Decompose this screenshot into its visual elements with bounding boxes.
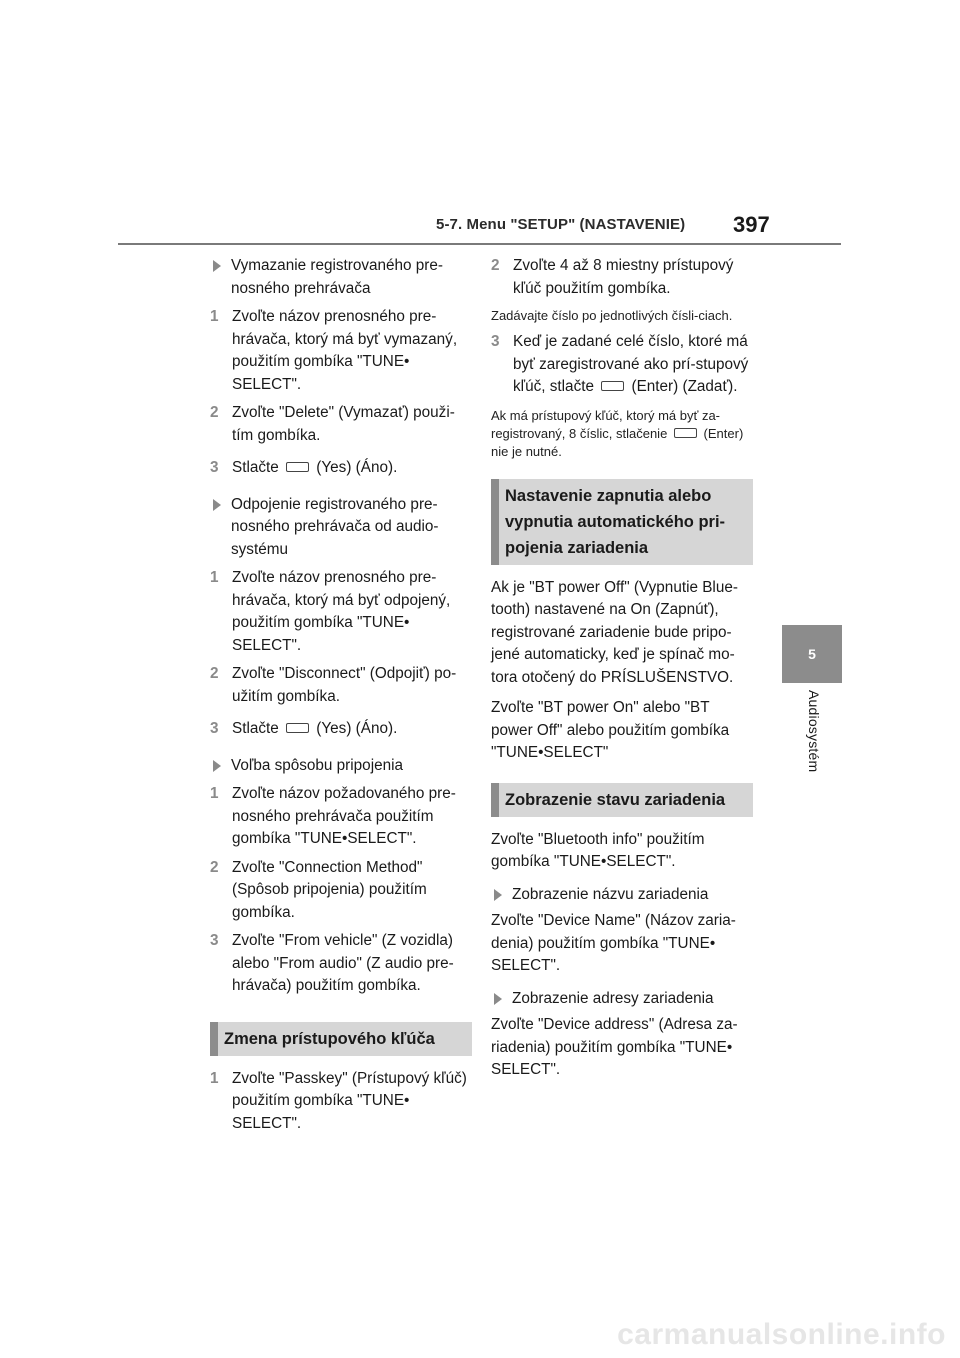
step-3: 3 Zvoľte "From vehicle" (Z vozidla) alebo "From audio" (Z audio pre-hrávača) použitím gombíka. (210, 932, 454, 994)
triangle-bullet-icon (494, 993, 502, 1005)
triangle-bullet-icon (494, 889, 502, 901)
section-heading-passkey: Zmena prístupového kľúča (210, 1022, 472, 1056)
paragraph: Zvoľte "Device address" (Adresa za-riadenia) použitím gombíka "TUNE• SELECT". (491, 1016, 738, 1078)
bullet-disconnect-device: Odpojenie registrovaného pre-nosného prehrávača od audio-systému (210, 494, 472, 562)
triangle-bullet-icon (213, 760, 221, 772)
bullet-device-name: Zobrazenie názvu zariadenia (491, 884, 753, 907)
step-2: 2 Zvoľte "Disconnect" (Odpojiť) po-užitím gombíka. (210, 665, 457, 705)
watermark: carmanualsonline.info (617, 1318, 946, 1351)
chapter-tab: 5 (782, 625, 842, 683)
chapter-label: Audiosystém (806, 690, 822, 773)
step-1: 1 Zvoľte "Passkey" (Prístupový kľúč) použitím gombíka "TUNE• SELECT". (210, 1069, 467, 1132)
note: Zadávajte číslo po jednotlivých čísli-ciach. (491, 308, 733, 323)
step-2: 2 Zvoľte "Delete" (Vymazať) použi-tím gombíka. (210, 404, 455, 444)
step-2: 2 Zvoľte 4 až 8 miestny prístupový kľúč použitím gombíka. (491, 257, 734, 297)
right-column (491, 255, 753, 1082)
button-icon (674, 428, 697, 438)
button-icon (601, 381, 624, 391)
note: Ak má prístupový kľúč, ktorý má byť za-registrovaný, 8 číslic, stlačenie (Enter) nie je nutné. (491, 407, 744, 459)
paragraph: Zvoľte "Device Name" (Názov zaria-denia) použitím gombíka "TUNE• SELECT". (491, 912, 736, 974)
paragraph: Zvoľte "BT power On" alebo "BT power Off" alebo použitím gombíka "TUNE•SELECT" (491, 699, 730, 761)
step-3: 3 Stlačte (Yes) (Áno). (210, 720, 398, 737)
step-1: 1 Zvoľte názov požadovaného pre-nosného prehrávača použitím gombíka "TUNE•SELECT". (210, 785, 456, 847)
step-2: 2 Zvoľte "Connection Method" (Spôsob pripojenia) použitím gombíka. (210, 858, 427, 921)
triangle-bullet-icon (213, 260, 221, 272)
header-rule (118, 243, 841, 245)
step-1: 1 Zvoľte názov prenosného pre-hrávača, ktorý má byť vymazaný, použitím gombíka "TUNE• SELECT". (210, 308, 458, 393)
step-1: 1 Zvoľte názov prenosného pre-hrávača, ktorý má byť odpojený, použitím gombíka "TUNE• SELECT". (210, 569, 451, 654)
page-header-title: 5-7. Menu "SETUP" (NASTAVENIE) (436, 216, 686, 233)
step-3: 3 Stlačte (Yes) (Áno). (210, 459, 398, 476)
page-number: 397 (733, 212, 770, 237)
section-heading-auto-connect: Nastavenie zapnutia alebo vypnutia automatického pri-pojenia zariadenia (491, 479, 753, 565)
triangle-bullet-icon (213, 499, 221, 511)
paragraph: Zvoľte "Bluetooth info" použitím gombíka "TUNE•SELECT". (491, 830, 705, 870)
bullet-connection-method: Voľba spôsobu pripojenia (210, 755, 472, 778)
bullet-device-address: Zobrazenie adresy zariadenia (491, 988, 753, 1011)
bullet-delete-device: Vymazanie registrovaného pre-nosného prehrávača (210, 255, 472, 300)
button-icon (286, 462, 309, 472)
left-column (210, 255, 472, 1135)
paragraph: Ak je "BT power Off" (Vypnutie Blue-tooth) nastavené na On (Zapnúť), registrované zariadenie bude pripo-jené automaticky, keď je spínač mo-tora otočený do PRÍSLUŠENSTVO. (491, 578, 738, 686)
step-3: 3 Keď je zadané celé číslo, ktoré má byť zaregistrované ako prí-stupový kľúč, stlačte (Enter) (Zadať). (491, 333, 749, 395)
section-heading-device-status: Zobrazenie stavu zariadenia (491, 783, 753, 817)
button-icon (286, 723, 309, 733)
